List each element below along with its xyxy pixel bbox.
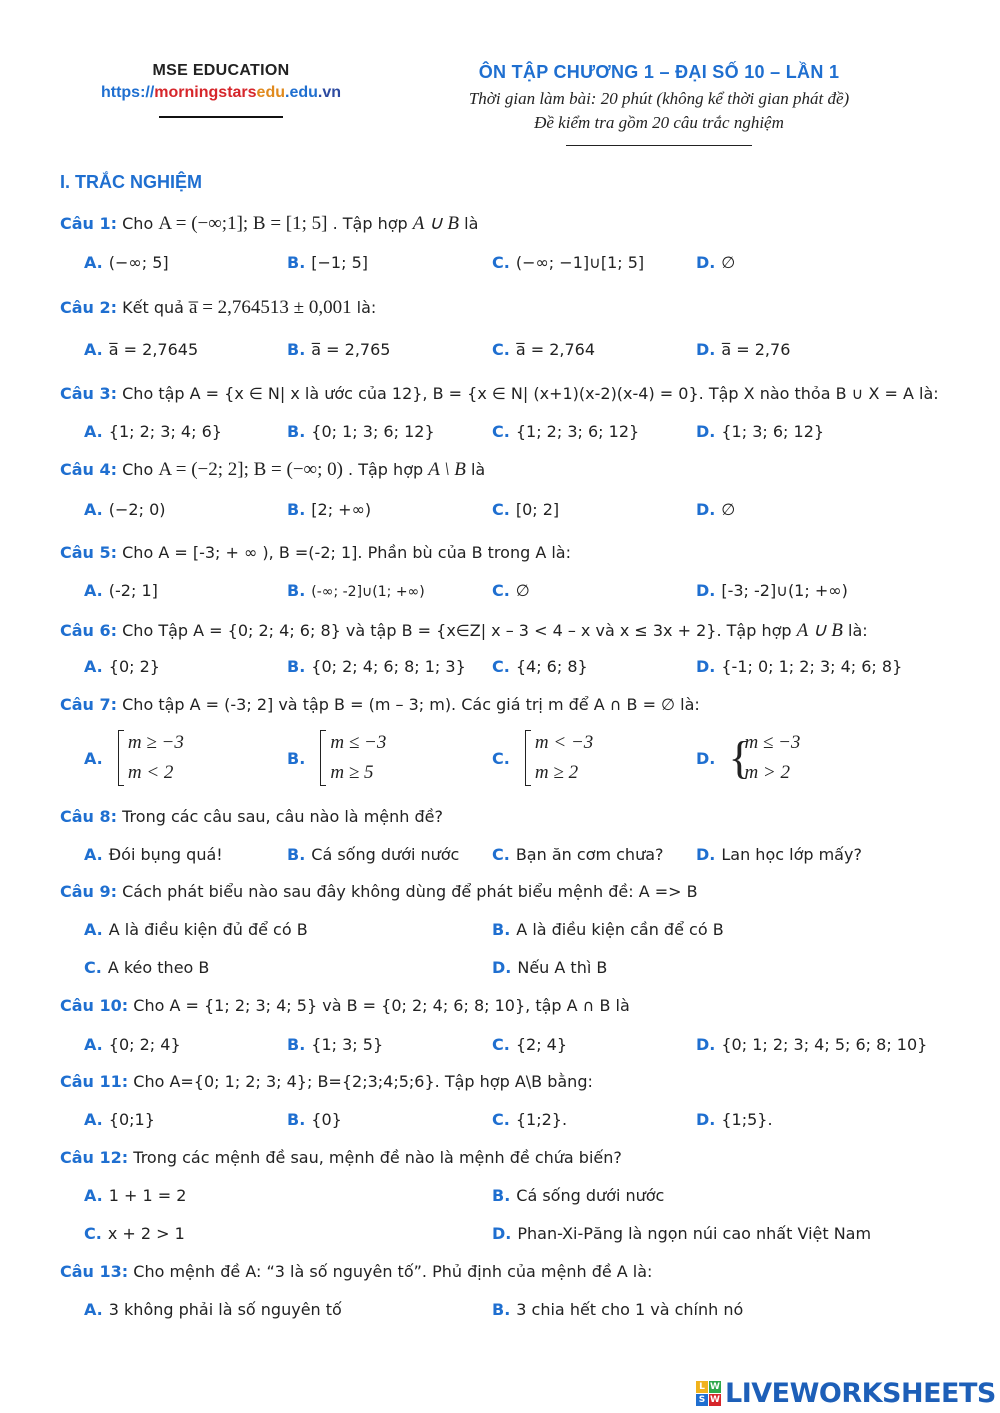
option-c[interactable] [492,581,530,600]
option-letter: A. [84,581,103,600]
question-text: Cho A = {1; 2; 3; 4; 5} và B = {0; 2; 4; 6; 8; 10}, tập A ∩ B là [133,996,630,1015]
option-a[interactable] [84,845,223,864]
option-letter: C. [492,581,510,600]
option-b[interactable] [492,920,724,939]
exam-title: ÔN TẬP CHƯƠNG 1 – ĐẠI SỐ 10 – LẦN 1 [478,62,840,82]
option-a[interactable] [84,1035,181,1054]
option-c[interactable] [492,340,595,359]
option-a[interactable] [84,728,184,788]
question-text: là [465,460,486,479]
option-letter: A. [84,422,103,441]
question-label: Câu 6: [60,621,118,640]
option-letter: B. [287,340,306,359]
option-letter: C. [492,657,510,676]
question-text: Cho A = [-3; + ∞ ), B =(-2; 1]. Phần bù của B trong A là: [122,543,571,562]
option-text: ∅ [721,500,736,519]
option-c[interactable] [84,958,209,977]
option-text: {0; 2; 4} [108,1035,181,1054]
option-text: [−1; 5] [311,253,369,272]
option-text: ∅ [515,581,530,600]
option-d[interactable] [696,728,800,788]
question-label: Câu 10: [60,996,129,1015]
option-text: (-2; 1] [108,581,158,600]
logo-mark-letter: L [696,1381,708,1393]
question-text: Cho Tập A = {0; 2; 4; 6; 8} và tập B = {x∈Z| x – 3 < 4 – x và x ≤ 3x + 2}. Tập hợp [122,621,797,640]
question-text: Trong các mệnh đề sau, mệnh đề nào là mệnh đề chứa biến? [133,1148,622,1167]
question-label: Câu 11: [60,1072,129,1091]
option-text: (−∞; 5] [108,253,169,272]
question-text: Cho [122,460,159,479]
question-label: Câu 4: [60,460,118,479]
system-line: m ≥ 5 [330,762,374,783]
option-text: a̅ = 2,76 [721,340,791,359]
question-label: Câu 13: [60,1262,129,1281]
option-a[interactable] [84,422,222,441]
option-letter: B. [287,845,306,864]
option-letter: D. [696,1110,716,1129]
option-letter: C. [492,340,510,359]
question-13 [60,1262,940,1281]
option-text: {1;5}. [721,1110,773,1129]
option-letter: A. [84,920,103,939]
question-math: a̅ = 2,764513 ± 0,001 [189,297,352,318]
option-letter: B. [287,657,306,676]
option-d[interactable] [492,958,607,977]
section-title: I. TRẮC NGHIỆM [60,172,202,192]
question-label: Câu 12: [60,1148,129,1167]
option-d[interactable] [696,500,735,519]
option-letter: D. [492,958,512,977]
option-text: {2; 4} [515,1035,568,1054]
org-name: MSE EDUCATION [152,62,290,79]
question-math: A = (−2; 2]; B = (−∞; 0) [158,459,343,480]
option-text: Lan học lớp mấy? [721,845,862,864]
option-text: {4; 6; 8} [515,657,588,676]
option-a[interactable] [84,500,166,519]
option-a[interactable] [84,1110,155,1129]
option-b[interactable] [492,1186,664,1205]
question-text: . Tập hợp [327,214,413,233]
logo-text: LIVEWORKSHEETS [725,1377,996,1409]
option-letter: A. [84,340,103,359]
system-line: m < −3 [534,732,594,753]
option-letter: A. [84,1186,103,1205]
options-row [60,728,940,792]
question-12 [60,1148,940,1167]
option-text: {1;2}. [515,1110,568,1129]
option-text: {0; 2} [108,657,160,676]
option-letter: A. [84,1300,103,1319]
option-letter: A. [84,657,103,676]
option-letter: A. [84,845,103,864]
option-c[interactable] [492,845,664,864]
question-text: Cách phát biểu nào sau đây không dùng để phát biểu mệnh đề: A => B [122,882,698,901]
question-4 [60,459,940,481]
question-11 [60,1072,940,1091]
question-label: Câu 8: [60,807,118,826]
option-text: {1; 2; 3; 6; 12} [515,422,640,441]
option-d[interactable] [696,1110,773,1129]
question-label: Câu 2: [60,298,118,317]
option-text: {0; 2; 4; 6; 8; 1; 3} [311,657,466,676]
option-letter: B. [492,1300,511,1319]
option-a[interactable] [84,581,158,600]
option-c[interactable] [492,253,644,272]
option-letter: C. [492,748,510,768]
option-d[interactable] [696,1035,927,1054]
bracket-icon [118,730,124,786]
question-5 [60,543,940,562]
option-text: [0; 2] [515,500,560,519]
option-text: {1; 2; 3; 4; 6} [108,422,222,441]
question-label: Câu 7: [60,695,118,714]
option-b[interactable] [287,845,459,864]
option-letter: B. [287,581,306,600]
option-c[interactable] [492,1035,567,1054]
option-text: Nếu A thì B [517,958,608,977]
option-c[interactable] [492,500,559,519]
option-text: (-∞; -2]∪(1; +∞) [311,584,425,600]
question-7 [60,695,940,714]
question-9 [60,882,940,901]
logo-icon [696,1381,721,1406]
option-text: 3 chia hết cho 1 và chính nó [516,1300,744,1319]
option-d[interactable] [696,581,848,600]
option-b[interactable] [287,581,425,600]
header-left [60,62,382,118]
question-2 [60,297,940,319]
option-letter: D. [696,581,716,600]
option-text: {0; 1; 2; 3; 4; 5; 6; 8; 10} [721,1035,928,1054]
option-letter: B. [492,1186,511,1205]
option-c[interactable] [492,1110,567,1129]
option-d[interactable] [696,253,735,272]
option-text: ∅ [721,253,736,272]
option-b[interactable] [287,253,368,272]
option-text: Phan-Xi-Păng là ngọn núi cao nhất Việt Nam [517,1224,872,1243]
option-text: {-1; 0; 1; 2; 3; 4; 6; 8} [721,657,903,676]
option-letter: D. [696,845,716,864]
question-label: Câu 1: [60,214,118,233]
question-math: A \ B [428,459,466,480]
option-letter: C. [84,958,102,977]
option-letter: D. [696,1035,716,1054]
option-b[interactable] [287,422,435,441]
bracket-icon [525,730,531,786]
option-letter: D. [696,657,716,676]
url-part: .vn [317,84,342,101]
option-text: Bạn ăn cơm chưa? [515,845,664,864]
question-text: Cho A={0; 1; 2; 3; 4}; B={2;3;4;5;6}. Tập hợp A\B bằng: [133,1072,593,1091]
option-a[interactable] [84,657,160,676]
option-letter: D. [492,1224,512,1243]
option-text: x + 2 > 1 [107,1224,185,1243]
logo-mark-letter: W [710,1381,720,1392]
question-label: Câu 3: [60,384,118,403]
option-b[interactable] [287,728,386,788]
option-b[interactable] [492,1300,743,1319]
option-a[interactable] [84,1300,342,1319]
website-url[interactable] [60,84,382,102]
option-text: a̅ = 2,765 [311,340,391,359]
option-a[interactable] [84,340,198,359]
question-text: Cho mệnh đề A: “3 là số nguyên tố”. Phủ định của mệnh đề A là: [133,1262,653,1281]
bracket-icon [320,730,326,786]
header-divider [159,116,283,118]
option-a[interactable] [84,1186,186,1205]
option-letter: C. [492,500,510,519]
question-6 [60,619,940,642]
option-letter: B. [287,748,306,768]
option-text: {1; 3; 6; 12} [721,422,825,441]
url-part: edu [256,84,285,101]
url-part: https:// [100,84,155,101]
question-text: là: [842,621,868,640]
option-b[interactable] [287,1035,383,1054]
question-label: Câu 5: [60,543,118,562]
option-letter: A. [84,500,103,519]
system-line: m ≤ −3 [330,732,387,753]
option-letter: D. [696,340,716,359]
system-line: m ≥ 2 [534,762,579,783]
question-text: Cho tập A = (-3; 2] và tập B = (m – 3; m). Các giá trị m để A ∩ B = ∅ là: [122,695,700,714]
option-letter: B. [287,422,306,441]
option-d[interactable] [696,657,902,676]
logo-mark-letter: W [710,1394,720,1405]
option-letter: A. [84,1035,103,1054]
option-letter: C. [492,1110,510,1129]
logo-mark-letter: S [696,1394,708,1406]
option-text: A là điều kiện đủ để có B [108,920,308,939]
option-c[interactable] [84,1224,185,1243]
option-c[interactable] [492,657,588,676]
question-text: Kết quả [122,298,190,317]
question-math: A = (−∞;1]; B = [1; 5] [158,213,328,234]
option-b[interactable] [287,340,390,359]
url-part: .edu [285,84,318,101]
option-text: Cá sống dưới nước [516,1186,665,1205]
option-text: {0} [311,1110,342,1129]
option-letter: B. [492,920,511,939]
option-d[interactable] [696,340,790,359]
option-letter: B. [287,1110,306,1129]
option-letter: A. [84,1110,103,1129]
option-a[interactable] [84,253,169,272]
question-text: là: [351,298,377,317]
option-b[interactable] [287,1110,342,1129]
option-letter: D. [696,500,716,519]
question-text: . Tập hợp [342,460,429,479]
option-letter: C. [84,1224,102,1243]
option-letter: B. [287,500,306,519]
question-8 [60,807,940,826]
option-c[interactable] [492,422,639,441]
url-part: morningstars [154,84,257,101]
question-math: A ∪ B [412,213,460,234]
option-text: A là điều kiện cần để có B [516,920,724,939]
option-b[interactable] [287,500,371,519]
option-letter: B. [287,1035,306,1054]
question-1 [60,212,940,235]
option-text: a̅ = 2,7645 [108,340,199,359]
exam-time: Thời gian làm bài: 20 phút (không kể thời gian phát đề) [468,89,850,108]
question-text: Cho tập A = {x ∈ N| x là ước của 12}, B = {x ∈ N| (x+1)(x-2)(x-4) = 0}. Tập X nào thỏa B ∪ X = A là: [122,384,939,403]
option-letter: B. [287,253,306,272]
option-d[interactable] [696,422,824,441]
system-line: m ≥ −3 [127,732,184,753]
option-text: Cá sống dưới nước [311,845,460,864]
option-system [525,728,593,788]
option-text: [2; +∞) [311,500,372,519]
question-text: là [459,214,479,233]
option-text: A kéo theo B [107,958,210,977]
option-letter: D. [696,422,716,441]
brace-icon: { [728,732,751,783]
liveworksheets-logo [696,1378,996,1408]
option-text: 3 không phải là số nguyên tố [108,1300,342,1319]
option-text: Đói bụng quá! [108,845,223,864]
option-text: (−∞; −1]∪[1; 5] [515,253,645,272]
header-divider [566,145,752,146]
question-text: Cho [122,214,159,233]
system-line: m > 2 [744,762,790,783]
option-text: {0; 1; 3; 6; 12} [311,422,435,441]
question-text: Trong các câu sau, câu nào là mệnh đề? [122,807,443,826]
question-3 [60,384,940,403]
option-text: [-3; -2]∪(1; +∞) [721,581,848,600]
option-letter: D. [696,748,716,768]
option-letter: C. [492,422,510,441]
option-b[interactable] [287,657,466,676]
option-a[interactable] [84,920,308,939]
option-text: {1; 3; 5} [311,1035,384,1054]
option-letter: D. [696,253,716,272]
option-d[interactable] [492,1224,871,1243]
question-10 [60,996,940,1015]
option-system [730,728,800,788]
system-line: m ≤ −3 [744,732,801,753]
system-line: m < 2 [127,762,174,783]
option-letter: C. [492,845,510,864]
option-c[interactable] [492,728,593,788]
option-system [118,728,184,788]
option-text: a̅ = 2,764 [515,340,596,359]
option-letter: A. [84,748,103,768]
option-text: {0;1} [108,1110,155,1129]
question-math: A ∪ B [796,620,843,641]
option-system [320,728,386,788]
option-letter: A. [84,253,103,272]
exam-note: Đề kiểm tra gồm 20 câu trắc nghiệm [534,113,784,132]
option-letter: C. [492,253,510,272]
option-text: (−2; 0) [108,500,166,519]
option-letter: C. [492,1035,510,1054]
question-label: Câu 9: [60,882,118,901]
header-right [420,62,898,146]
option-d[interactable] [696,845,862,864]
option-text: 1 + 1 = 2 [108,1186,187,1205]
